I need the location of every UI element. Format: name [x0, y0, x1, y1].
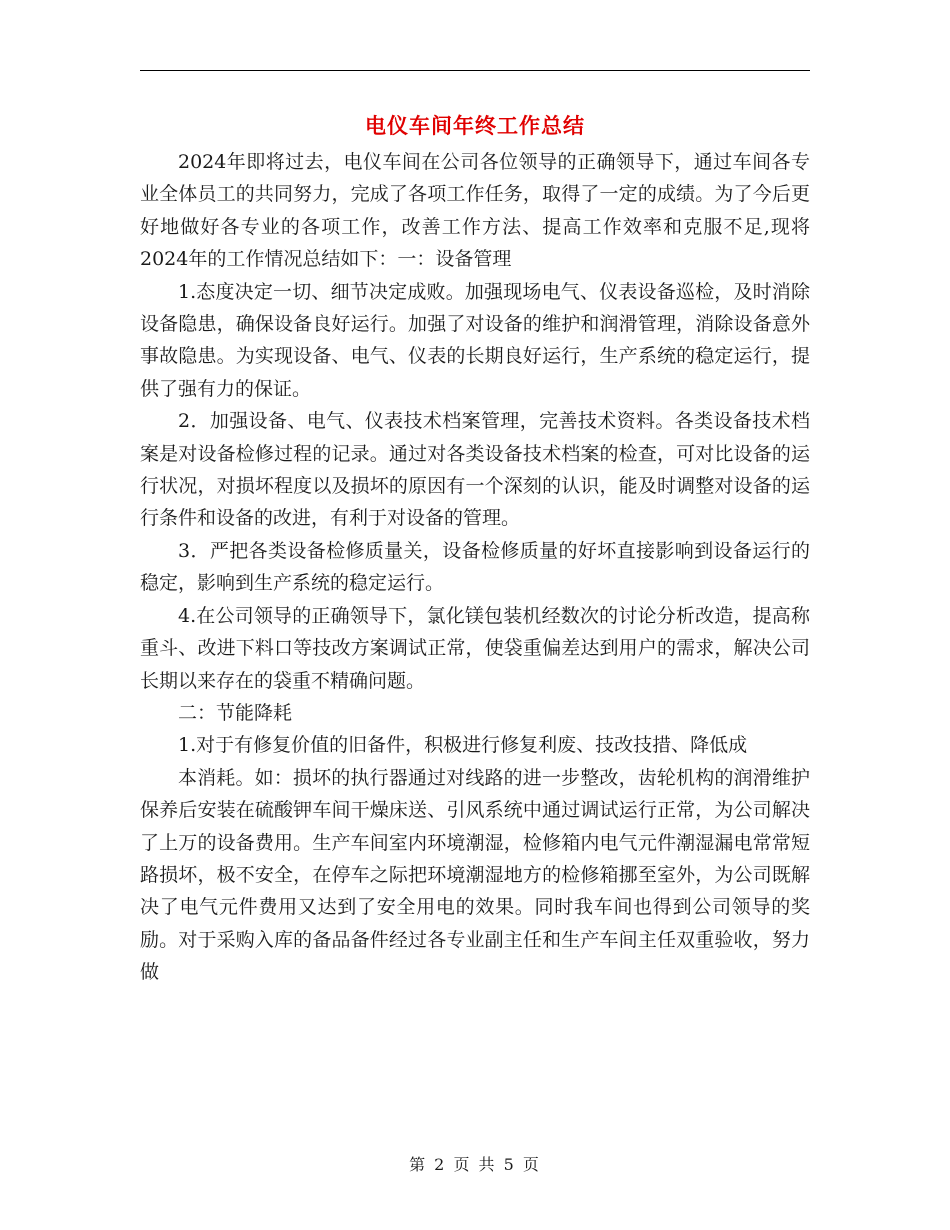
page-number: 第 2 页 共 5 页	[409, 1155, 541, 1174]
document-body	[140, 146, 810, 989]
paragraph-intro: 2024年即将过去，电仪车间在公司各位领导的正确领导下，通过车间各专业全体员工的共同努力，完成了各项工作任务，取得了一定的成绩。为了今后更好地做好各专业的各项工作，改善工作方法、提高工作效率和克服不足,现将2024年的工作情况总结如下：一：设备管理	[140, 151, 810, 271]
section-heading-energy-saving: 二：节能降耗	[178, 701, 293, 724]
paragraph-energy-item-1: 1.对于有修复价值的旧备件，积极进行修复利废、技改技措、降低成	[178, 734, 748, 757]
paragraph-item-4: 4.在公司领导的正确领导下，氯化镁包装机经数次的讨论分析改造，提高称重斗、改进下料口等技改方案调试正常，使袋重偏差达到用户的需求，解决公司长期以来存在的袋重不精确问题。	[140, 604, 810, 692]
header-rule	[140, 70, 810, 71]
paragraph-item-3: 3．严把各类设备检修质量关，设备检修质量的好坏直接影响到设备运行的稳定，影响到生产系统的稳定运行。	[140, 539, 810, 595]
document-title: 电仪车间年终工作总结	[365, 113, 585, 138]
paragraph-energy-continued: 本消耗。如：损坏的执行器通过对线路的进一步整改，齿轮机构的润滑维护保养后安装在硫酸钾车间干燥床送、引风系统中通过调试运行正常，为公司解决了上万的设备费用。生产车间室内环境潮湿，检修箱内电气元件潮湿漏电常常短路损坏，极不安全，在停车之际把环境潮湿地方的检修箱挪至室外，为公司既解决了电气元件费用又达到了安全用电的效果。同时我车间也得到公司领导的奖励。对于采购入库的备品备件经过各专业副主任和生产车间主任双重验收，努力做	[140, 766, 810, 984]
paragraph-item-1: 1.态度决定一切、细节决定成败。加强现场电气、仪表设备巡检，及时消除设备隐患，确保设备良好运行。加强了对设备的维护和润滑管理，消除设备意外事故隐患。为实现设备、电气、仪表的长期良好运行，生产系统的稳定运行，提供了强有力的保证。	[140, 280, 810, 400]
paragraph-item-2: 2．加强设备、电气、仪表技术档案管理，完善技术资料。各类设备技术档案是对设备检修过程的记录。通过对各类设备技术档案的检查，可对比设备的运行状况，对损坏程度以及损坏的原因有一个深刻的认识，能及时调整对设备的运行条件和设备的改进，有利于对设备的管理。	[140, 410, 810, 530]
